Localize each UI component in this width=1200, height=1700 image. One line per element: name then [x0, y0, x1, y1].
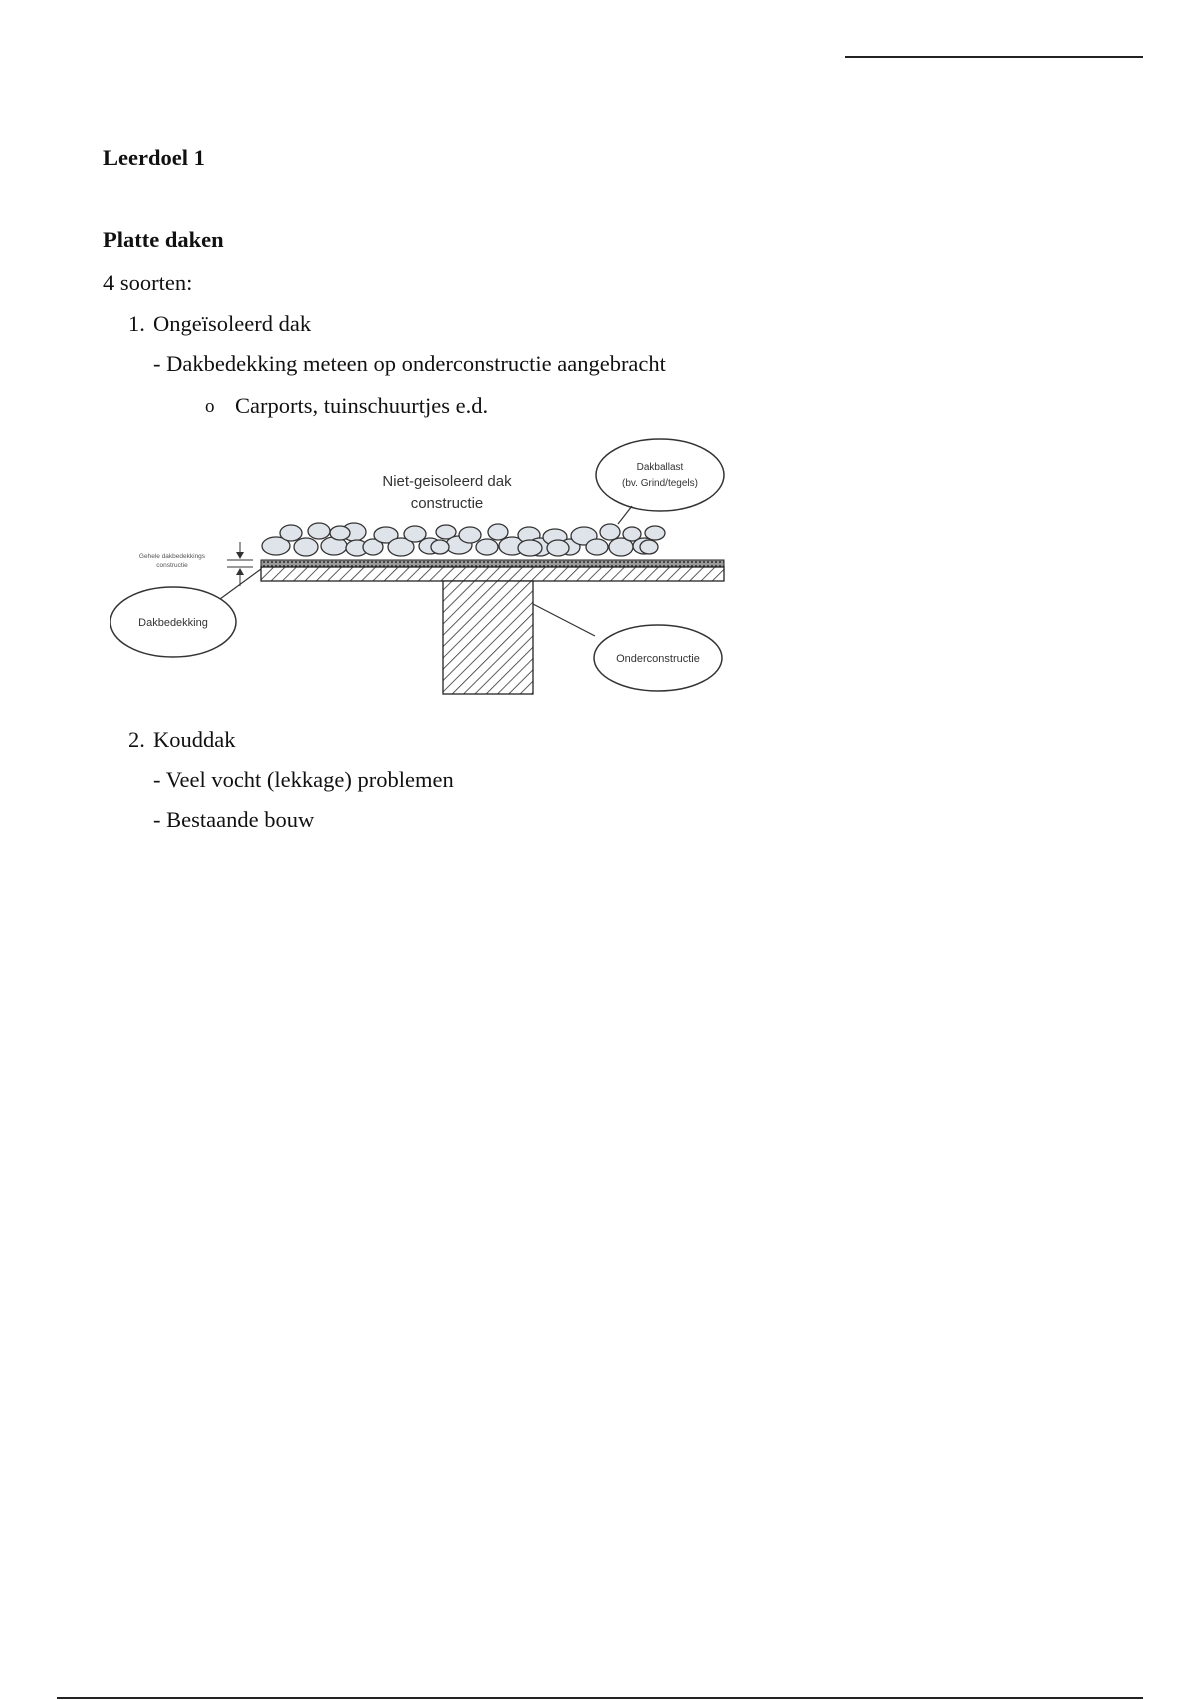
ballast-pointer — [618, 506, 632, 524]
intro-text: 4 soorten: — [103, 270, 193, 295]
footer-rule — [57, 1697, 1143, 1699]
sub-bullet: o — [205, 396, 215, 417]
gravel-stone — [586, 539, 608, 555]
thickness-label-line1: Gehele dakbedekkings — [138, 553, 206, 560]
gravel-stone — [308, 523, 330, 539]
gravel-ballast — [262, 523, 665, 556]
gravel-stone — [518, 540, 542, 556]
list-item-point: - Veel vocht (lekkage) problemen — [153, 767, 454, 792]
diagram-title-line1: Niet-geisoleerd dak — [382, 473, 512, 490]
gravel-stone — [645, 526, 665, 540]
gravel-stone — [459, 527, 481, 543]
list-item-title-2: Kouddak — [153, 727, 236, 752]
gravel-stone — [330, 526, 350, 540]
roof-deck — [261, 567, 724, 581]
support-beam — [443, 581, 533, 694]
substructure-label: Onderconstructie — [616, 653, 700, 665]
page-heading: Leerdoel 1 — [103, 145, 205, 170]
gravel-stone — [488, 524, 508, 540]
header-rule — [845, 56, 1143, 58]
arrowhead-up-icon — [236, 568, 244, 575]
ballast-label-line2: (bv. Grind/tegels) — [622, 478, 698, 489]
gravel-stone — [600, 524, 620, 540]
diagram-title-line2: constructie — [410, 495, 484, 512]
gravel-stone — [476, 539, 498, 555]
sub-point: Carports, tuinschuurtjes e.d. — [235, 393, 489, 418]
list-number-1: 1. — [128, 311, 145, 336]
gravel-stone — [294, 538, 318, 556]
substructure-pointer — [533, 604, 595, 636]
gravel-stone — [547, 540, 569, 556]
list-item-point: - Bestaande bouw — [153, 807, 315, 832]
arrowhead-down-icon — [236, 552, 244, 559]
covering-label: Dakbedekking — [138, 617, 208, 629]
section-title: Platte daken — [103, 227, 224, 252]
gravel-stone — [640, 540, 658, 554]
gravel-stone — [280, 525, 302, 541]
list-item-title-1: Ongeïsoleerd dak — [153, 311, 312, 336]
roof-covering-layer — [261, 560, 724, 567]
thickness-label-line2: constructie — [156, 562, 188, 569]
ballast-callout-bubble — [596, 439, 724, 511]
gravel-stone — [431, 540, 449, 554]
roof-diagram — [110, 436, 730, 706]
list-number-2: 2. — [128, 727, 145, 752]
ballast-label-line1: Dakballast — [636, 462, 684, 473]
list-item-point: - Dakbedekking meteen op onderconstructie aangebracht — [153, 351, 666, 376]
